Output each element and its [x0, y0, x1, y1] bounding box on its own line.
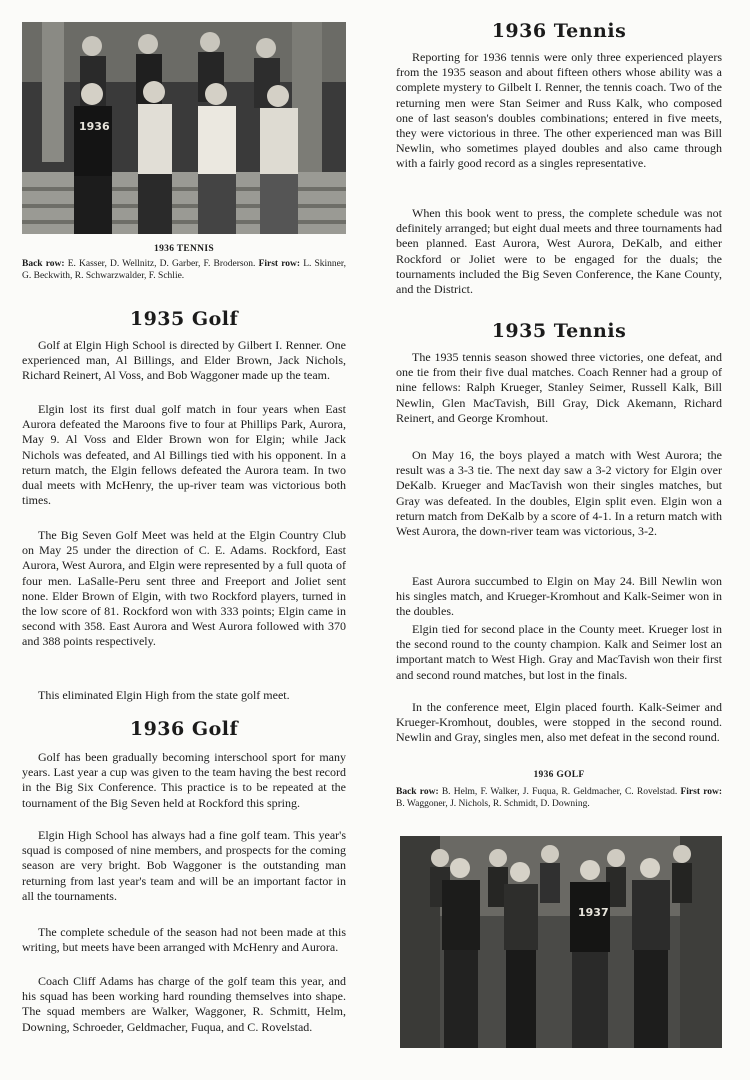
back-row-label: Back row: — [22, 259, 65, 269]
tennis-1936-heading: 1936 Tennis — [491, 20, 627, 42]
first-row-label: First row: — [680, 787, 723, 797]
golf-1936-team-photo — [400, 836, 722, 1048]
first-row-names: L. Skinner, G. Beckwith, R. Schwarzwalder, F. Schlie. — [22, 259, 347, 281]
tennis-1936-photo-caption-title: 1936 TENNIS — [154, 244, 214, 254]
golf-1935-heading: 1935 Golf — [129, 308, 239, 330]
golf-1936-photo-caption-title: 1936 GOLF — [533, 770, 585, 780]
tennis-1935-paragraph: Elgin tied for second place in the County meet. Krueger lost in the second round to the county champion. Kalk and Seimer lost an important match to West High. Gray and MacTavish won their first and second round matches, but lost in the finals. — [396, 622, 722, 682]
tennis-1935-paragraph: On May 16, the boys played a match with West Aurora; the result was a 3-3 tie. The next day saw a 3-2 victory for Elgin over DeKalb. Krueger and MacTavish won their singles matches, but Gray was defeated. In the doubles, Elgin split even. Elgin won a return match from DeKalb by a score of 4-1. In a return match with West Aurora, the down-river team was victorious, 3-2. — [396, 448, 722, 539]
back-row-names: B. Helm, F. Walker, J. Fuqua, R. Geldmacher, C. Rovelstad. — [441, 787, 678, 797]
golf-1936-paragraph: Golf has been gradually becoming interschool sport for many years. Last year a cup was given to the team having the best record in the Big Six Conference. This practice is to be repeated at the tournament of the Big Seven held at Rockford this spring. — [22, 750, 346, 810]
sweater-letters: 1937 — [578, 906, 609, 919]
tennis-1935-heading: 1935 Tennis — [491, 320, 627, 342]
golf-1936-paragraph: Coach Cliff Adams has charge of the golf team this year, and his squad has been working hard rounding themselves into shape. The squad members are Walker, Waggoner, R. Schmitt, Helm, Downing, Schroeder, Geldmacher, Fuqua, and C. Rovelstad. — [22, 974, 346, 1034]
golf-1935-paragraph: Elgin lost its first dual golf match in four years when East Aurora defeated the Maroons five to four at Phillips Park, Aurora, May 9. Al Voss and Elder Brown won for Elgin; while Jack Nichols was defeated, and Al Billings tied with his opponent. In a return match, the Elgin fellows defeated the Aurora team. In two dual meets with McHenry, the up-river team was victorious both times. — [22, 402, 346, 508]
golf-1935-paragraph: The Big Seven Golf Meet was held at the Elgin Country Club on May 25 under the direction of C. E. Adams. Rockford, East Aurora, West Aurora, and Elgin were represented by a full quota of four men. LaSalle-Peru sent three and Freeport and Joliet sent none. Elder Brown of Elgin, with two Rockford players, turned in the low score of 81. Rockford won with 333 points; Elgin came in second with 358. East Aurora and West Aurora followed with 370 and 388 points respectively. — [22, 528, 346, 649]
tennis-1935-paragraph: East Aurora succumbed to Elgin on May 24. Bill Newlin won his singles match, and Krueger-Kromhout and Kalk-Seimer won in the doubles. — [396, 574, 722, 619]
tennis-1936-team-photo — [22, 22, 346, 234]
golf-1936-paragraph: The complete schedule of the season had not been made at this writing, but meets have been arranged with McHenry and Aurora. — [22, 925, 346, 955]
golf-1936-paragraph: Elgin High School has always had a fine golf team. This year's squad is composed of nine members, and prospects for the coming season are very bright. Bob Waggoner is the outstanding man returning from last year's team and will be an important factor in all the tournaments. — [22, 828, 346, 903]
first-row-label: First row: — [258, 259, 301, 269]
golf-1936-photo-caption — [396, 786, 722, 810]
back-row-label: Back row: — [396, 787, 439, 797]
back-row-names: E. Kasser, D. Wellnitz, D. Garber, F. Broderson. — [67, 259, 256, 269]
tennis-1936-paragraph: When this book went to press, the complete schedule was not definitely arranged; but eight dual meets and three tournaments had been planned. East Aurora, West Aurora, DeKalb, and either Rockford or Joliet were to be engaged for the duals; the tournaments included the Big Seven Conference, the Kane County, and the District. — [396, 206, 722, 297]
tennis-1935-paragraph: In the conference meet, Elgin placed fourth. Kalk-Seimer and Krueger-Kromhout, doubles, were stopped in the second round. Newlin and Gray, singles men, also met defeat in the second round. — [396, 700, 722, 745]
golf-1935-paragraph: This eliminated Elgin High from the state golf meet. — [38, 688, 290, 702]
tennis-1935-paragraph: The 1935 tennis season showed three victories, one defeat, and one tie from their five dual matches. Coach Renner had a group of nine fellows: Ralph Krueger, Stanley Seimer, Russell Kalk, Bill Newlin, Glen MacTavish, Bill Gray, Dick Akemann, Richard Reinert, and George Kromhout. — [396, 350, 722, 425]
golf-1936-heading: 1936 Golf — [129, 718, 239, 740]
tennis-1936-photo-caption — [22, 258, 346, 282]
golf-1935-paragraph: Golf at Elgin High School is directed by Gilbert I. Renner. One experienced man, Al Billings, and Elder Brown, Jack Nichols, Richard Reinert, Al Voss, and Bob Waggoner made up the team. — [22, 338, 346, 383]
first-row-names: B. Waggoner, J. Nichols, R. Schmidt, D. Downing. — [396, 799, 590, 809]
tennis-1936-paragraph: Reporting for 1936 tennis were only three experienced players from the 1935 season and about fifteen others whose ability was a complete mystery to Gilbelt I. Renner, the tennis coach. Two of the returning men were Stan Seimer and Russ Kalk, who composed one of last season's doubles combinations; entered in five meets, they were victorious in three. The other experienced man was Bill Newlin, who sometimes played doubles and also came through with a fairly good record as a singles representative. — [396, 50, 722, 171]
sweater-letters: 1936 — [79, 120, 110, 133]
